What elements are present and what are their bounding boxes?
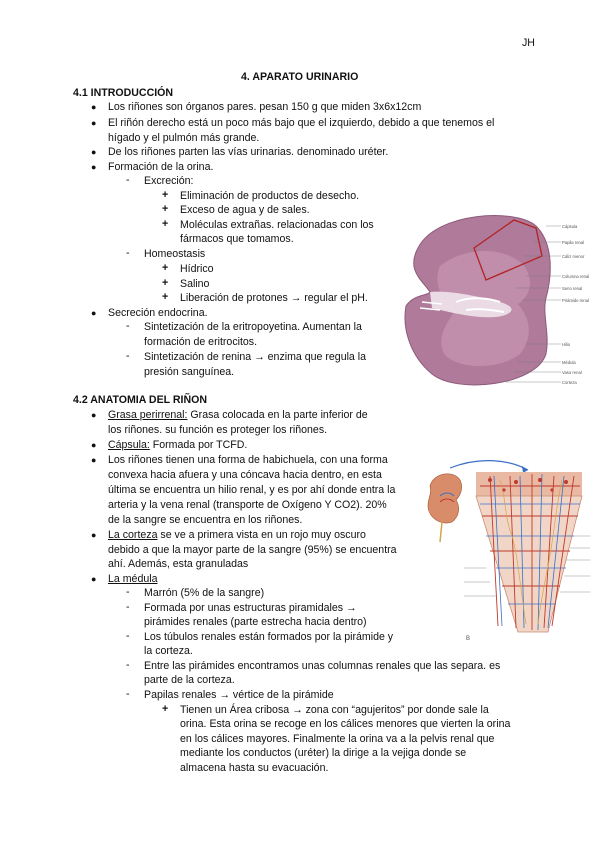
- bullet-icon: ●: [91, 308, 97, 318]
- figure1-label: Papila renal: [562, 240, 585, 245]
- dash-marker: -: [126, 601, 130, 613]
- dash-marker: -: [126, 174, 130, 186]
- plus-marker: +: [162, 203, 169, 215]
- figure1-label: Columna renal: [562, 274, 590, 279]
- figure1-label: Vaso renal: [562, 370, 582, 375]
- dash-marker: -: [126, 630, 130, 642]
- intro-point-3: De los riñones parten las vías urinarias. denominado uréter.: [108, 146, 389, 158]
- anatomia-point-3-line3: última se encuentra un hilio renal, y es por ahí donde entra la: [108, 484, 396, 496]
- figure1-label: Corteza: [562, 380, 577, 385]
- plus-marker: +: [162, 703, 169, 715]
- bullet-icon: ●: [91, 102, 97, 112]
- dash-marker: -: [126, 688, 130, 700]
- bullet-icon: ●: [91, 118, 97, 128]
- renal-pyramid-illustration: [420, 456, 594, 644]
- section-heading-anatomia: 4.2 ANATOMIA DEL RIÑON: [73, 394, 208, 406]
- excrecion-item-3-line2: fármacos que tomamos.: [180, 233, 294, 245]
- medula-item-1: Marrón (5% de la sangre): [144, 587, 265, 599]
- medula-item-3-line1: Los túbulos renales están formados por la pirámide y: [144, 631, 394, 643]
- excrecion-label: Excreción:: [144, 175, 194, 187]
- intro-point-1: Los riñones son órganos pares. pesan 150 g que miden 3x6x12cm: [108, 101, 422, 113]
- plus-marker: +: [162, 189, 169, 201]
- intro-point-2-line2: hígado y el pulmón más grande.: [108, 132, 260, 144]
- anatomia-point-3-line2: convexa hacia afuera y una cóncava hacia dentro, en esta: [108, 469, 382, 481]
- papila-item-line3: en los cálices mayores. Finalmente la orina va a la pelvis renal que: [180, 733, 495, 745]
- medula-item-4-line1: Entre las pirámides encontramos unas columnas renales que las separa. es: [144, 660, 501, 672]
- anatomia-point-4-line2: debido a que la mayor parte de la sangre (95%) se encuentra: [108, 544, 397, 556]
- secrecion-item-1-line2: formación de eritrocitos.: [144, 336, 258, 348]
- kidney-section-figure: [396, 206, 596, 396]
- secrecion-item-1-line1: Sintetización de la eritropoyetina. Aumentan la: [144, 321, 362, 333]
- term-capsula: Cápsula:: [108, 439, 150, 451]
- anatomia-point-2: [108, 438, 247, 453]
- grasa-perirrenal-text: Grasa colocada en la parte inferior de: [187, 409, 368, 421]
- figure1-label: Seno renal: [562, 286, 583, 291]
- renal-pyramid-figure: [420, 456, 594, 644]
- figure1-label: Cápsula: [562, 224, 578, 229]
- figure2-panel-letter: B: [466, 636, 471, 642]
- bullet-icon: ●: [91, 162, 97, 172]
- secrecion-item-2-line1: Sintetización de renina → enzima que regula la: [144, 351, 367, 363]
- intro-point-2-line1: El riñón derecho está un poco más bajo que el izquierdo, debido a que tenemos el: [108, 117, 495, 129]
- header-initials: JH: [522, 37, 535, 49]
- homeostasis-label: Homeostasis: [144, 248, 206, 260]
- papila-item-line4: mediante los conductos (uréter) la dirige a la vejiga donde se: [180, 747, 467, 759]
- plus-marker: +: [162, 277, 169, 289]
- dash-marker: -: [126, 350, 130, 362]
- anatomia-point-4-line3: ahí. Además, esta granuladas: [108, 558, 249, 570]
- homeostasis-item-3: Liberación de protones → regular el pH.: [180, 292, 368, 304]
- bullet-icon: ●: [91, 530, 97, 540]
- intro-point-5: Secreción endocrina.: [108, 307, 208, 319]
- capsula-text: Formada por TCFD.: [149, 439, 248, 451]
- excrecion-item-1: Eliminación de productos de desecho.: [180, 190, 360, 202]
- bullet-icon: ●: [91, 410, 97, 420]
- medula-item-2-line2: pirámides renales (parte estrecha hacia dentro): [144, 616, 367, 628]
- plus-marker: +: [162, 291, 169, 303]
- kidney-section-illustration: [396, 206, 596, 396]
- term-medula: La médula: [108, 573, 158, 585]
- page-title: 4. APARATO URINARIO: [241, 71, 359, 83]
- dash-marker: -: [126, 320, 130, 332]
- bullet-icon: ●: [91, 147, 97, 157]
- papila-item-line1: Tienen un Área cribosa → zona con “agujeritos” por donde sale la: [180, 704, 489, 716]
- medula-item-3-line2: la corteza.: [144, 645, 193, 657]
- anatomia-point-1-line1: [108, 408, 368, 423]
- anatomia-point-4-line1: [108, 528, 366, 543]
- dash-marker: -: [126, 247, 130, 259]
- figure1-label: Médula: [562, 360, 576, 365]
- figure1-label: Hilio: [562, 342, 571, 347]
- homeostasis-item-2: Salino: [180, 278, 210, 290]
- bullet-icon: ●: [91, 455, 97, 465]
- anatomia-point-3-line5: de la sangre se encuentra en los riñones.: [108, 514, 303, 526]
- anatomia-point-3-line1: Los riñones tienen una forma de habichuela, con una forma: [108, 454, 388, 466]
- figure1-label: Pirámide renal: [562, 298, 589, 303]
- plus-marker: +: [162, 218, 169, 230]
- figure1-label: Cáliz menor: [562, 254, 585, 259]
- term-corteza: La corteza: [108, 529, 158, 541]
- medula-item-4-line2: parte de la corteza.: [144, 674, 235, 686]
- dash-marker: -: [126, 586, 130, 598]
- homeostasis-item-1: Hídrico: [180, 263, 214, 275]
- excrecion-item-3-line1: Moléculas extrañas. relacionadas con los: [180, 219, 374, 231]
- medula-item-5: Papilas renales → vértice de la pirámide: [144, 689, 334, 701]
- excrecion-item-2: Exceso de agua y de sales.: [180, 204, 310, 216]
- intro-point-4: Formación de la orina.: [108, 161, 214, 173]
- bullet-icon: ●: [91, 574, 97, 584]
- term-grasa-perirrenal: Grasa perirrenal:: [108, 409, 188, 421]
- papila-item-line5: almacena hasta su evacuación.: [180, 762, 329, 774]
- medula-item-2-line1: Formada por unas estructuras piramidales →: [144, 602, 357, 614]
- papila-item-line2: orina. Esta orina se recoge en los cálices menores que vierten la orina: [180, 718, 511, 730]
- corteza-text: se ve a primera vista en un rojo muy oscuro: [157, 529, 366, 541]
- anatomia-point-3-line4: arteria y la vena renal (transporte de Oxígeno Y CO2). 20%: [108, 499, 387, 511]
- secrecion-item-2-line2: presión sanguínea.: [144, 366, 235, 378]
- section-heading-intro: 4.1 INTRODUCCIÓN: [73, 87, 174, 99]
- plus-marker: +: [162, 262, 169, 274]
- dash-marker: -: [126, 659, 130, 671]
- bullet-icon: ●: [91, 440, 97, 450]
- anatomia-point-1-line2: los riñones. su función es proteger los riñones.: [108, 424, 328, 436]
